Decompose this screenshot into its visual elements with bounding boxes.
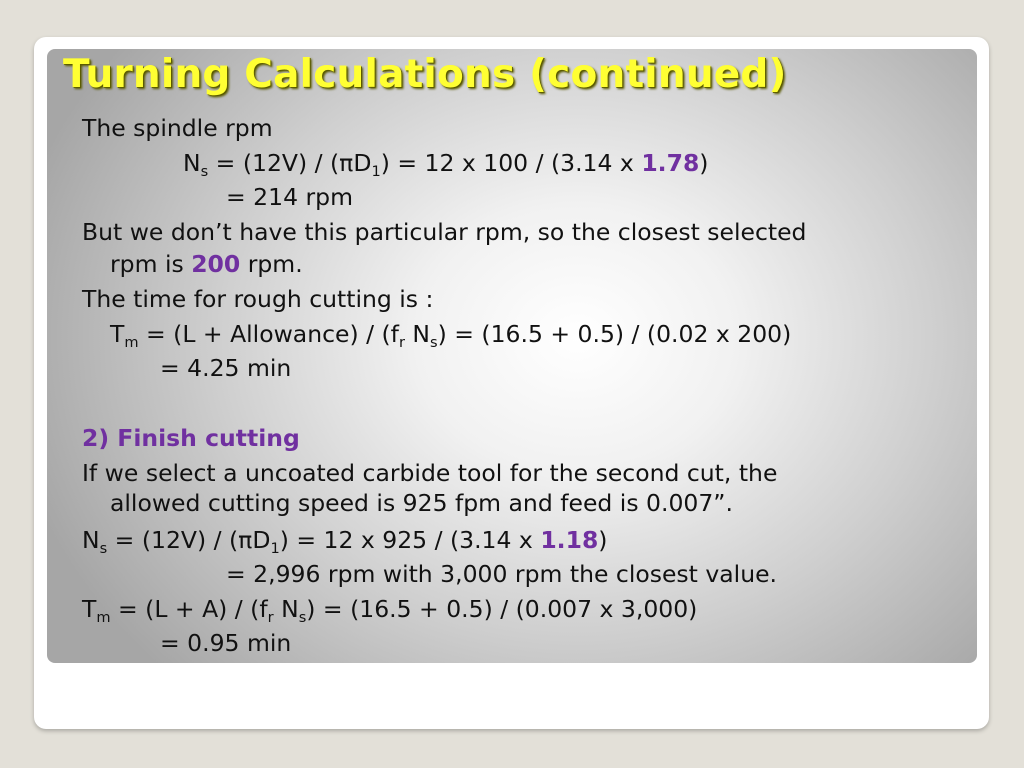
result-rough-cutting-time: = 4.25 min: [160, 354, 292, 382]
text-finish-tool: If we select a uncoated carbide tool for the second cut, the: [82, 459, 778, 487]
text-rough-cutting-time: The time for rough cutting is :: [82, 285, 434, 313]
text-selected-rpm: rpm is 200 rpm.: [110, 250, 303, 278]
result-spindle-speed: = 214 rpm: [226, 183, 353, 211]
formula-spindle-speed: $N_s = (12V) / (\pi D_1) = 12$ x 100 / (3.14 x 1.78): [183, 149, 709, 181]
result-finish-spindle-speed: = 2,996 rpm with 3,000 rpm the closest value.: [226, 560, 778, 588]
heading-finish-cutting: 2) Finish cutting: [82, 424, 300, 452]
formula-rough-cutting-time: $T_m = (L$ + Allowance) / ($f_r$ $N_s) = (16.5 + 0.5) / (0.02$ x 200): [110, 320, 792, 352]
formula-finish-spindle-speed: $N_s = (12V) / (\pi D_1) = 12$ x 925 / (3.14 x 1.18): [82, 526, 608, 558]
text-rpm-not-available: But we don’t have this particular rpm, so the closest selected: [82, 218, 807, 246]
slide-title: Turning Calculations (continued): [63, 52, 787, 97]
result-finish-cutting-time: = 0.95 min: [160, 629, 292, 657]
text-finish-speed-feed: allowed cutting speed is 925 fpm and feed is 0.007”.: [110, 489, 733, 517]
text-spindle-rpm: The spindle rpm: [82, 114, 273, 142]
formula-finish-cutting-time: $T_m = (L + A) / (f_r$ $N_s) = (16.5 + 0.5) / (0.007$ x 3,000): [82, 595, 698, 627]
